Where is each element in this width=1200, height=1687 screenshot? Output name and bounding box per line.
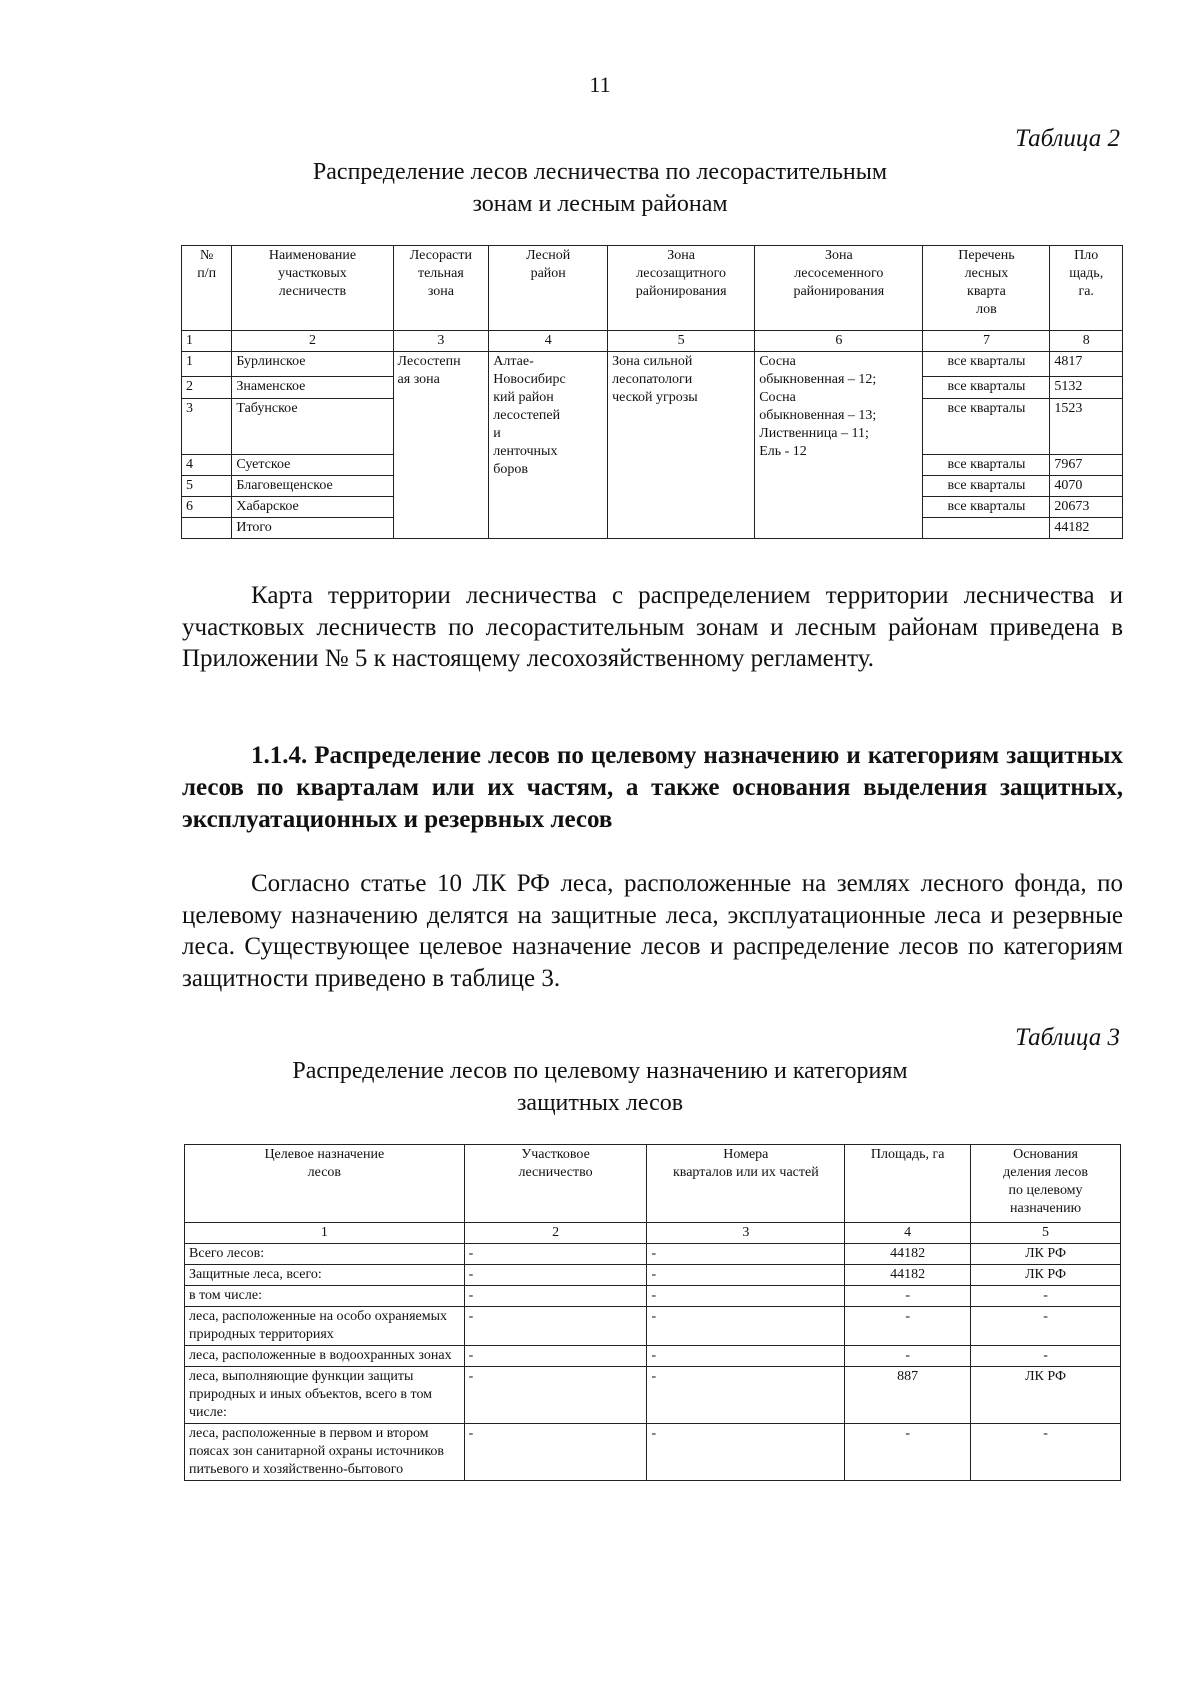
table-row <box>185 1265 1121 1286</box>
table-row <box>185 1244 1121 1265</box>
row-quarters: - <box>647 1244 845 1265</box>
table-row <box>185 1346 1121 1367</box>
table2-title <box>0 156 1200 220</box>
row-area: 4817 <box>1050 352 1123 377</box>
table2-header-quarters: Перечень лесных кварта лов <box>923 246 1050 331</box>
purpose-paragraph-text: Согласно статье 10 ЛК РФ леса, расположенные на землях лесного фонда, по целевому назначению делятся на защитные леса, эксплуатационные леса и резервные леса. Существующее целевое назначение лесов и распределение лесов по категориям защитности приведено в таблице 3. <box>182 870 1123 992</box>
row-name: Хабарское <box>232 497 393 518</box>
table3-colnum: 2 <box>464 1223 647 1244</box>
row-area: 887 <box>845 1367 971 1424</box>
table2-colnum: 6 <box>755 331 923 352</box>
row-area: 4070 <box>1050 476 1123 497</box>
protection-zone-cell: Зона сильной лесопатологи ческой угрозы <box>608 352 755 539</box>
section-heading: 1.1.4. Распределение лесов по целевому назначению и категориям защитных лесов по кварталам или их частям, а также основания выделения защитных, эксплуатационных и резервных лесов <box>182 742 1123 833</box>
table3-header-basis: Основания деления лесов по целевому назначению <box>971 1145 1121 1223</box>
table2-colnum: 5 <box>608 331 755 352</box>
forest-purpose-table <box>184 1144 1121 1481</box>
table2-header-zone: Лесорасти тельная зона <box>393 246 489 331</box>
row-basis: - <box>971 1286 1121 1307</box>
map-paragraph <box>182 580 1123 675</box>
table3-colnum: 4 <box>845 1223 971 1244</box>
row-quarters: - <box>647 1307 845 1346</box>
row-quarters: - <box>647 1286 845 1307</box>
table2-header-name: Наименование участковых лесничеств <box>232 246 393 331</box>
table3-title <box>0 1055 1200 1119</box>
table3-colnum: 3 <box>647 1223 845 1244</box>
table2-header-protection-zone: Зона лесозащитного районирования <box>608 246 755 331</box>
table2-colnum: 7 <box>923 331 1050 352</box>
table2-column-numbers <box>182 331 1123 352</box>
row-purpose: леса, расположенные на особо охраняемых природных территориях <box>185 1307 465 1346</box>
row-area: 44182 <box>845 1244 971 1265</box>
row-basis: - <box>971 1424 1121 1481</box>
table3-column-numbers <box>185 1223 1121 1244</box>
row-no: 4 <box>182 455 232 476</box>
row-area: - <box>845 1424 971 1481</box>
zone-cell: Лесостепн ая зона <box>393 352 489 539</box>
total-area: 44182 <box>1050 518 1123 539</box>
row-purpose: в том числе: <box>185 1286 465 1307</box>
row-purpose: Всего лесов: <box>185 1244 465 1265</box>
table3-title-line1: Распределение лесов по целевому назначению и категориям <box>292 1058 908 1084</box>
table2-caption: Таблица 2 <box>1015 125 1120 152</box>
table2-header-district: Лесной район <box>489 246 608 331</box>
table-row <box>182 352 1123 377</box>
row-basis: - <box>971 1346 1121 1367</box>
row-purpose: леса, выполняющие функции защиты природных и иных объектов, всего в том числе: <box>185 1367 465 1424</box>
row-area: - <box>845 1346 971 1367</box>
table3-header-district: Участковое лесничество <box>464 1145 647 1223</box>
table-row <box>185 1286 1121 1307</box>
purpose-paragraph <box>182 868 1123 994</box>
row-quarters: - <box>647 1424 845 1481</box>
row-quarters: - <box>647 1346 845 1367</box>
table2-title-line2: зонам и лесным районам <box>472 191 728 217</box>
seed-zone-cell: Сосна обыкновенная – 12; Сосна обыкновенная – 13; Лиственница – 11; Ель - 12 <box>755 352 923 539</box>
row-name: Бурлинское <box>232 352 393 377</box>
row-district: - <box>464 1244 647 1265</box>
table3-colnum: 5 <box>971 1223 1121 1244</box>
row-basis: - <box>971 1307 1121 1346</box>
row-purpose: леса, расположенные в водоохранных зонах <box>185 1346 465 1367</box>
row-basis: ЛК РФ <box>971 1244 1121 1265</box>
row-quarters: все кварталы <box>923 476 1050 497</box>
row-district: - <box>464 1346 647 1367</box>
table-row <box>185 1424 1121 1481</box>
row-district: - <box>464 1367 647 1424</box>
row-district: - <box>464 1265 647 1286</box>
row-area: 7967 <box>1050 455 1123 476</box>
table2-header-row <box>182 246 1123 331</box>
row-area: - <box>845 1307 971 1346</box>
map-paragraph-text: Карта территории лесничества с распределением территории лесничества и участковых лесничеств по лесорастительным зонам и лесным районам приведена в Приложении № 5 к настоящему лесохозяйственному регламенту. <box>182 582 1123 672</box>
row-area: 5132 <box>1050 377 1123 399</box>
table3-caption: Таблица 3 <box>1015 1024 1120 1051</box>
row-name: Благовещенское <box>232 476 393 497</box>
row-no: 5 <box>182 476 232 497</box>
total-label: Итого <box>232 518 393 539</box>
row-quarters: - <box>647 1367 845 1424</box>
row-purpose: леса, расположенные в первом и втором поясах зон санитарной охраны источников питьевого и хозяйственно-бытового <box>185 1424 465 1481</box>
table2-header-no: № п/п <box>182 246 232 331</box>
table2-header-seed-zone: Зона лесосеменного районирования <box>755 246 923 331</box>
row-area: 44182 <box>845 1265 971 1286</box>
row-area: 20673 <box>1050 497 1123 518</box>
row-basis: ЛК РФ <box>971 1265 1121 1286</box>
table2-colnum: 8 <box>1050 331 1123 352</box>
total-no-cell <box>182 518 232 539</box>
row-quarters: - <box>647 1265 845 1286</box>
row-name: Знаменское <box>232 377 393 399</box>
row-district: - <box>464 1424 647 1481</box>
row-name: Суетское <box>232 455 393 476</box>
table3-header-row <box>185 1145 1121 1223</box>
row-quarters: все кварталы <box>923 497 1050 518</box>
row-no: 6 <box>182 497 232 518</box>
row-no: 3 <box>182 399 232 455</box>
table-row <box>185 1367 1121 1424</box>
row-quarters: все кварталы <box>923 377 1050 399</box>
table2-title-line1: Распределение лесов лесничества по лесорастительным <box>312 159 888 185</box>
row-no: 1 <box>182 352 232 377</box>
table2-colnum: 2 <box>232 331 393 352</box>
page-number: 11 <box>589 72 611 97</box>
row-area: 1523 <box>1050 399 1123 455</box>
row-no: 2 <box>182 377 232 399</box>
table-row <box>185 1307 1121 1346</box>
table2-colnum: 3 <box>393 331 489 352</box>
table3-colnum: 1 <box>185 1223 465 1244</box>
table3-header-quarters: Номера кварталов или их частей <box>647 1145 845 1223</box>
table3-header-area: Площадь, га <box>845 1145 971 1223</box>
table2-colnum: 1 <box>182 331 232 352</box>
table3-header-purpose: Целевое назначение лесов <box>185 1145 465 1223</box>
row-district: - <box>464 1286 647 1307</box>
row-basis: ЛК РФ <box>971 1367 1121 1424</box>
row-quarters: все кварталы <box>923 352 1050 377</box>
district-cell: Алтае- Новосибирс кий район лесостепей и ленточных боров <box>489 352 608 539</box>
forest-zones-table <box>181 245 1123 539</box>
table2-colnum: 4 <box>489 331 608 352</box>
total-quarters-cell <box>923 518 1050 539</box>
row-quarters: все кварталы <box>923 455 1050 476</box>
table2-header-area: Пло щадь, га. <box>1050 246 1123 331</box>
row-district: - <box>464 1307 647 1346</box>
row-area: - <box>845 1286 971 1307</box>
row-name: Табунское <box>232 399 393 455</box>
row-quarters: все кварталы <box>923 399 1050 455</box>
row-purpose: Защитные леса, всего: <box>185 1265 465 1286</box>
table3-title-line2: защитных лесов <box>516 1090 684 1116</box>
